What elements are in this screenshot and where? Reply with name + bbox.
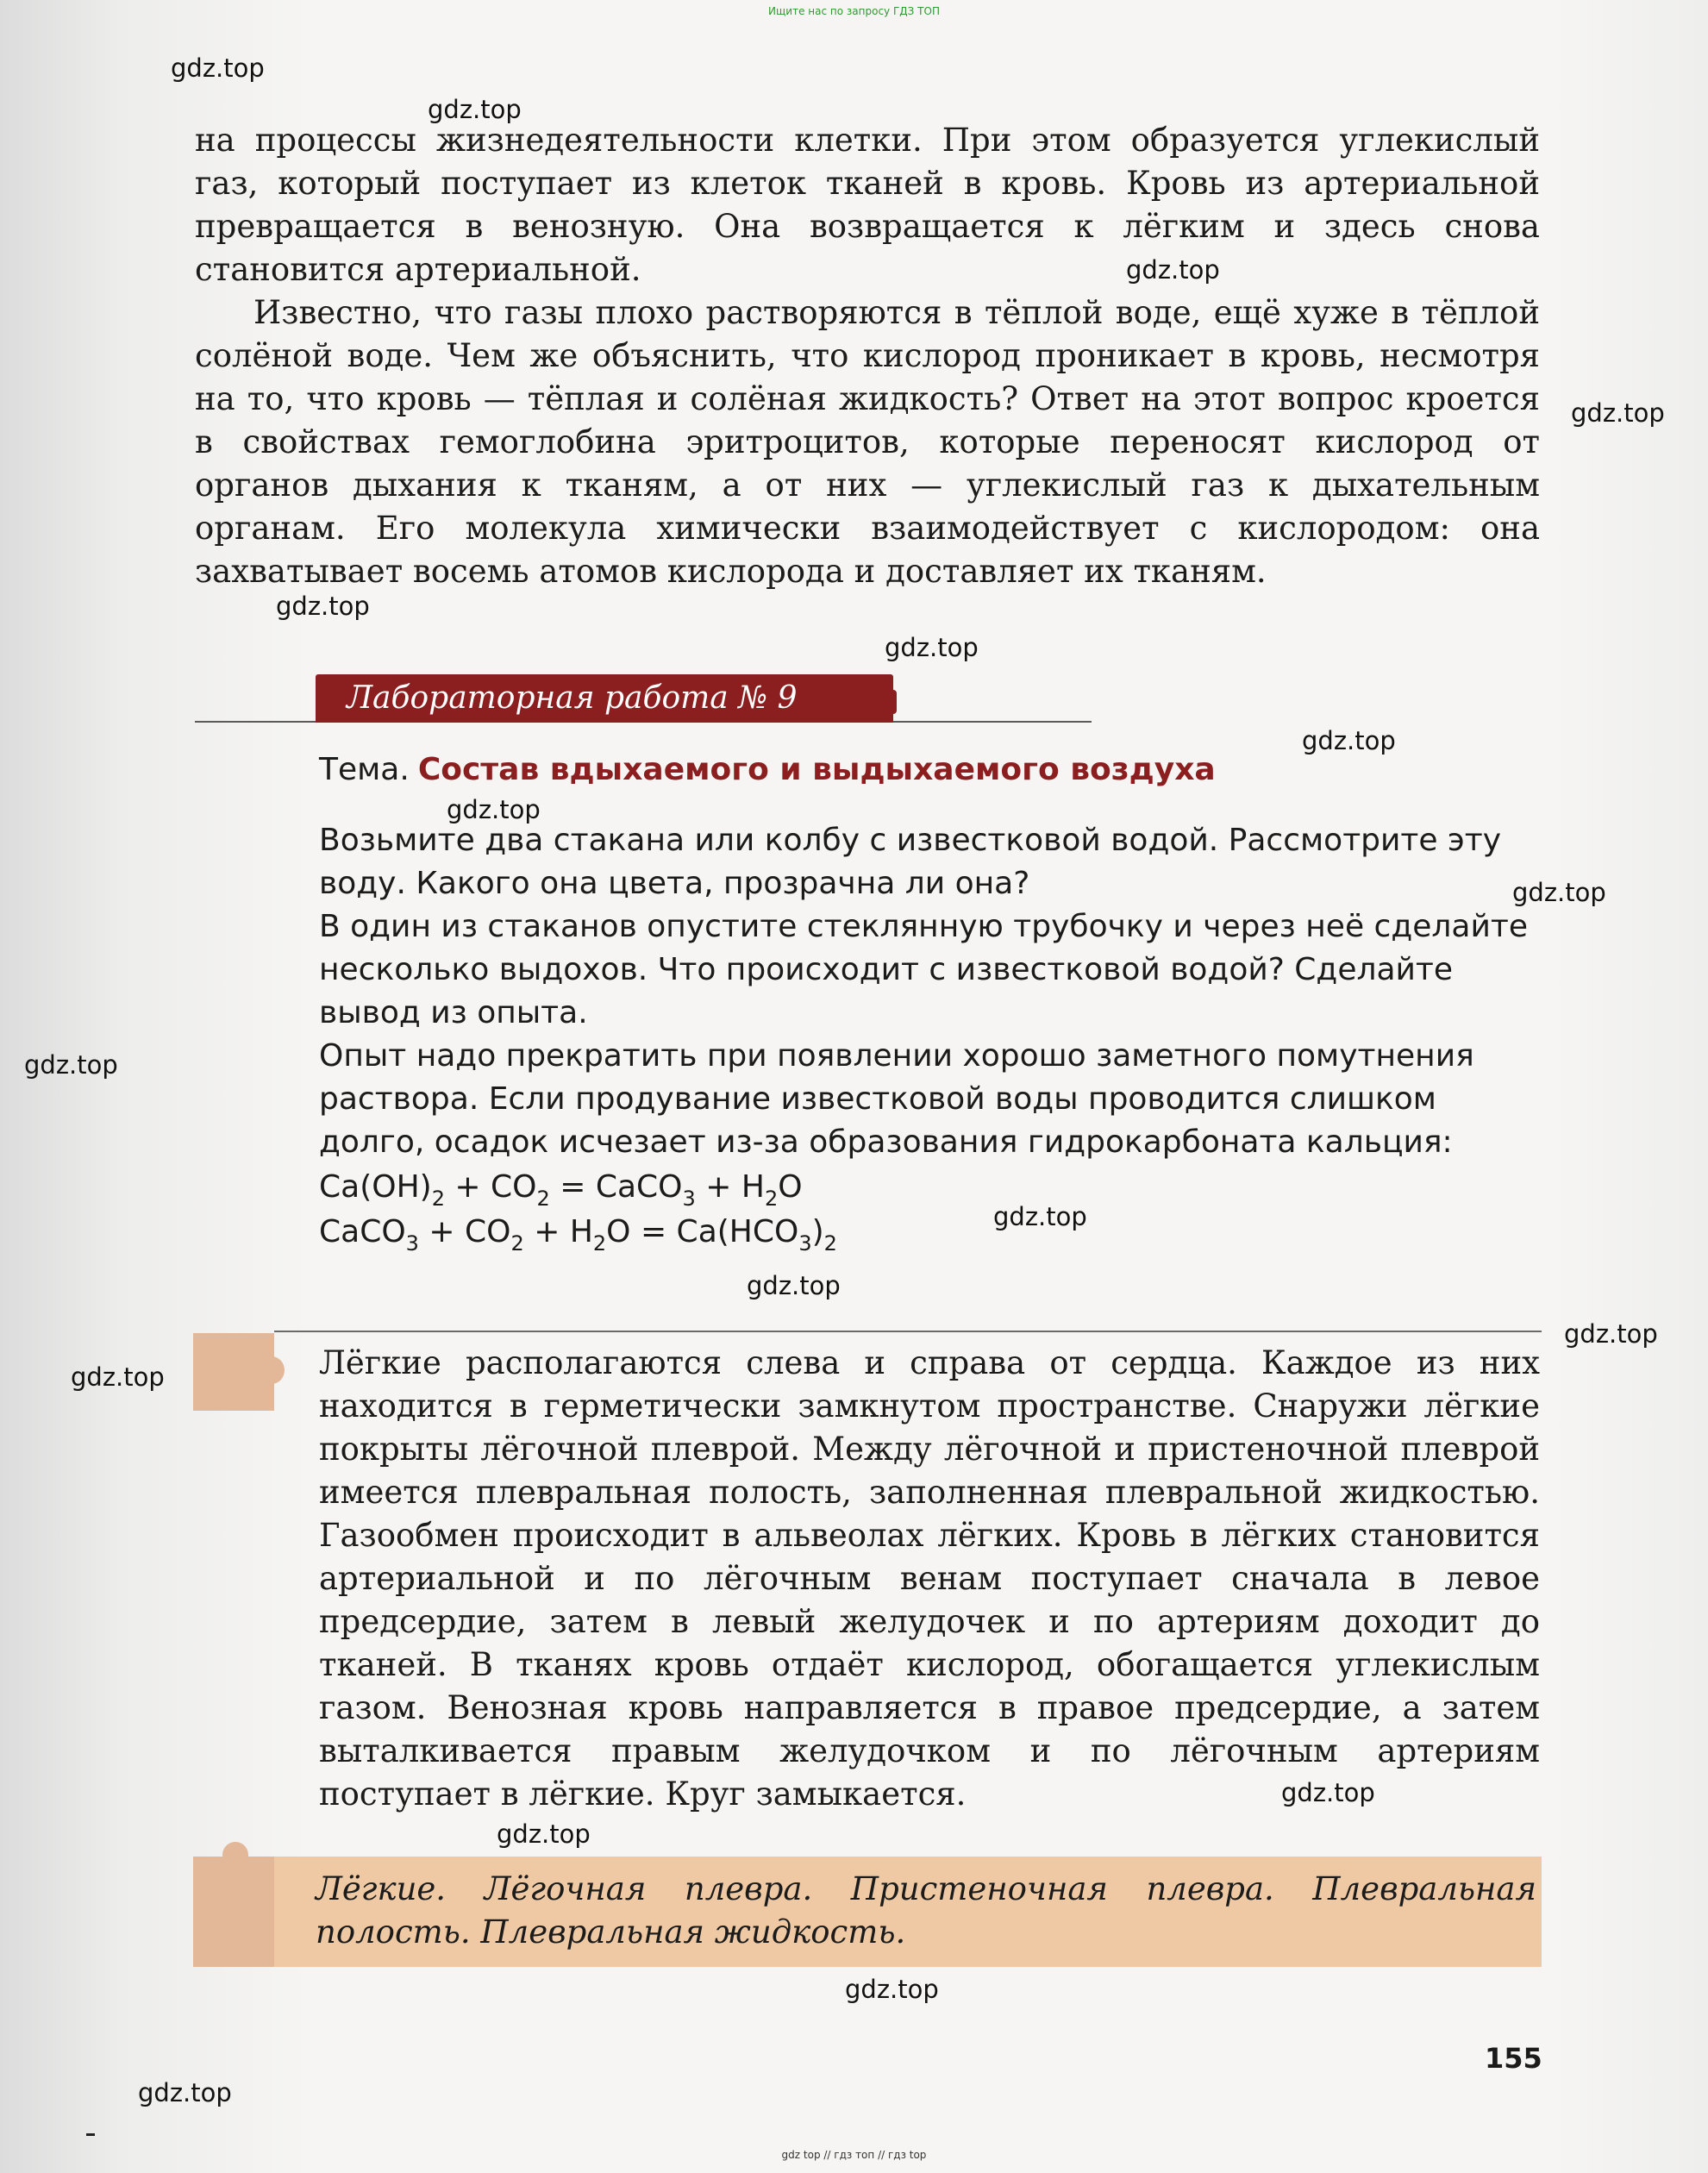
formula-subscript: 2 — [823, 1231, 837, 1256]
formula-part: CaCO — [319, 1214, 406, 1249]
puzzle-piece-icon — [193, 1857, 274, 1967]
formula-part: + CO — [444, 1169, 537, 1205]
formula-part: + H — [695, 1169, 765, 1205]
lab-banner-tab — [888, 690, 897, 714]
summary-paragraph: Лёгкие располагаются слева и справа от сердца. Каждое из них находится в герметически замкнутом пространстве. Снаружи лёгкие покрыты лёгочной плеврой. Между лёгочной и пристеночной плеврой имеется плевральная полость, заполненная плевральной жидкостью. Газообмен происходит в альвеолах лёгких. Кровь в лёгких становится артериальной и по лёгочным венам поступает сначала в левое предсердие, затем в левый желудочек и по артериям доходит до тканей. В тканях кровь отдаёт кислород, обогащается углекислым газом. Венозная кровь направляется в правое предсердие, а затем выталкивается правым желудочком и по лёгочным артериям поступает в лёгкие. Круг замыкается. — [319, 1344, 1540, 1813]
paragraph-1: на процессы жизнедеятельности клетки. При этом образуется углекислый газ, который поступает из клеток тканей в кровь. Кровь из артериальной превращается в венозную. Она возвращается к лёгким и здесь снова становится артериальной. — [195, 122, 1540, 288]
formula-part: + H — [523, 1214, 593, 1249]
watermark[interactable]: gdz.top — [1126, 255, 1220, 285]
formula-subscript: 2 — [764, 1187, 779, 1211]
formula-1 — [319, 1169, 803, 1211]
summary-divider — [274, 1331, 1542, 1332]
formula-subscript: 2 — [510, 1231, 524, 1256]
top-banner[interactable]: Ищите нас по запросу ГДЗ ТОП — [768, 5, 940, 17]
watermark[interactable]: gdz.top — [138, 2078, 232, 2107]
formula-subscript: 2 — [536, 1187, 550, 1211]
key-terms: Лёгкие. Лёгочная плевра. Пристеночная плевра. Плевральная полость. Плевральная жидкость. — [316, 1870, 1536, 1951]
watermark[interactable]: gdz.top — [1564, 1319, 1658, 1349]
bottom-banner[interactable]: gdz top // гдз топ // гдз top — [781, 2149, 927, 2161]
formula-subscript: 2 — [431, 1187, 445, 1211]
watermark[interactable]: gdz.top — [71, 1362, 165, 1392]
paragraph-2: Известно, что газы плохо растворяются в тёплой воде, ещё хуже в тёплой солёной воде. Чем же объяснить, что кислород проникает в кровь, несмотря на то, что кровь — тёплая и солёная жидкость? Ответ на этот вопрос кроется в свойствах гемоглобина эритроцитов, которые переносят кислород от органов дыхания к тканям, а от них — углекислый газ к дыхательным органам. Его молекула химически взаимодействует с кислородом: она захватывает восемь атомов кислорода и доставляет их тканям. — [195, 294, 1540, 590]
formula-subscript: 3 — [405, 1231, 419, 1256]
watermark[interactable]: gdz.top — [747, 1271, 841, 1300]
formula-part: O = Ca(HCO — [606, 1214, 799, 1249]
formula-subscript: 3 — [682, 1187, 696, 1211]
lab-step-1: Возьмите два стакана или колбу с известковой водой. Рассмотрите эту воду. Какого она цвета, прозрачна ли она? — [319, 823, 1502, 901]
lab-banner: Лабораторная работа № 9 — [316, 674, 893, 723]
formula-subscript: 2 — [592, 1231, 607, 1256]
formula-2 — [319, 1214, 837, 1256]
watermark[interactable]: gdz.top — [1302, 726, 1396, 755]
watermark[interactable]: gdz.top — [1571, 398, 1665, 428]
formula-part: + CO — [418, 1214, 511, 1249]
watermark[interactable]: gdz.top — [1512, 878, 1606, 907]
watermark[interactable]: gdz.top — [993, 1202, 1087, 1231]
lab-theme-title: Состав вдыхаемого и выдыхаемого воздуха — [417, 752, 1216, 787]
lab-theme — [319, 752, 1216, 787]
puzzle-notch-icon — [259, 1356, 285, 1384]
watermark[interactable]: gdz.top — [885, 633, 979, 662]
page-number: 155 — [1485, 2042, 1542, 2075]
formula-part: = CaCO — [549, 1169, 683, 1205]
formula-part: O — [778, 1169, 803, 1205]
watermark[interactable]: gdz.top — [1281, 1778, 1375, 1807]
watermark[interactable]: gdz.top — [24, 1050, 118, 1080]
formula-part: Ca(OH) — [319, 1169, 432, 1205]
lab-theme-label: Тема. — [319, 752, 410, 787]
watermark[interactable]: gdz.top — [497, 1819, 591, 1849]
formula-part: ) — [811, 1214, 824, 1249]
watermark[interactable]: gdz.top — [428, 95, 522, 124]
margin-mark — [86, 2133, 95, 2136]
watermark[interactable]: gdz.top — [447, 795, 541, 824]
lab-step-2: В один из стаканов опустите стеклянную трубочку и через неё сделайте несколько выдохов. Что происходит с известковой водой? Сделайте вывод из опыта. — [319, 909, 1528, 1030]
formula-subscript: 3 — [798, 1231, 812, 1256]
watermark[interactable]: gdz.top — [276, 592, 370, 621]
lab-step-3: Опыт надо прекратить при появлении хорошо заметного помутнения раствора. Если продувание известковой воды проводится слишком долго, осадок исчезает из-за образования гидрокарбоната кальция: — [319, 1038, 1474, 1160]
watermark[interactable]: gdz.top — [171, 53, 265, 83]
watermark[interactable]: gdz.top — [845, 1975, 939, 2004]
